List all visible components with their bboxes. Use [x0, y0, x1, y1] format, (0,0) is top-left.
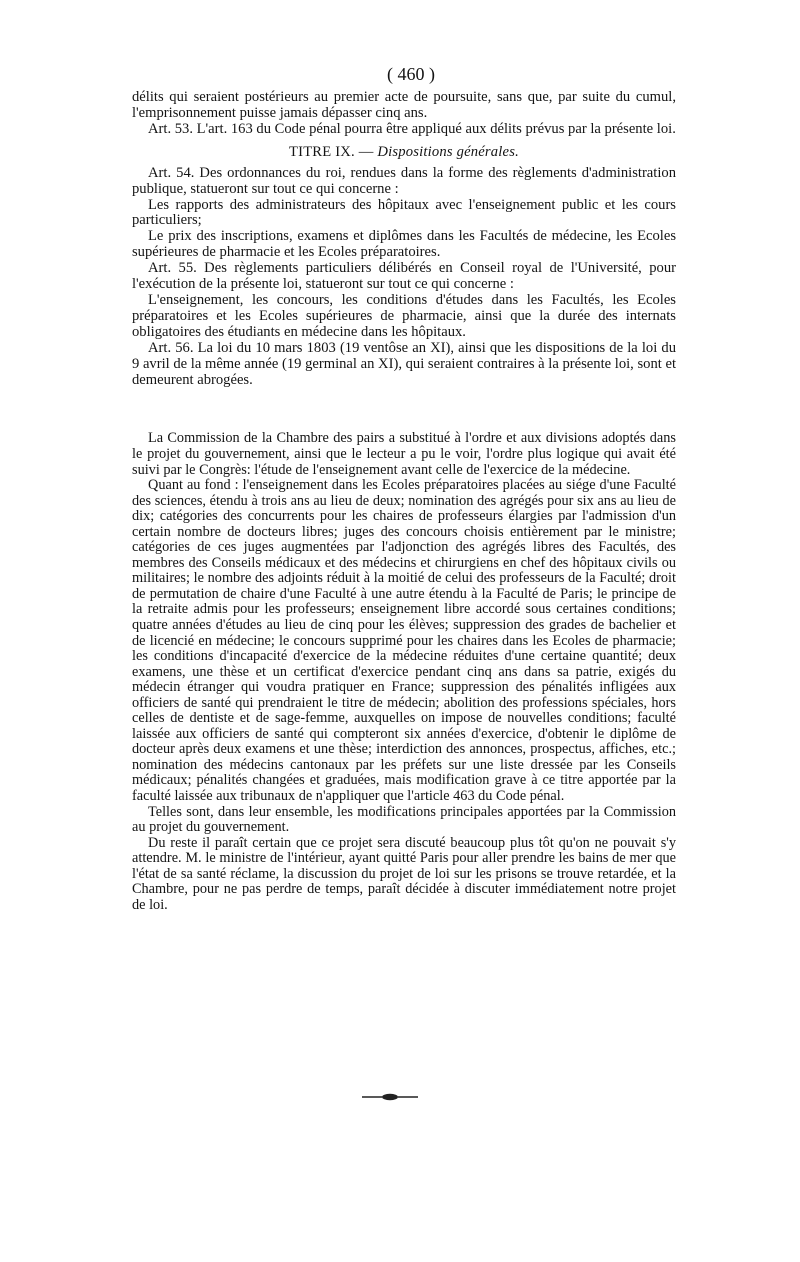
page	[132, 64, 676, 913]
commentary-block	[132, 431, 676, 913]
article-55-item-1: L'enseignement, les concours, les conditions d'études dans les Facultés, les Ecoles préparatoires et les Ecoles supérieures de pharmacie, ainsi que la durée des internats obligatoires des étudiants en médecine dans les hôpitaux.	[132, 291, 676, 340]
article-54-item-1: Les rapports des administrateurs des hôpitaux avec l'enseignement public et les cours particuliers;	[132, 196, 676, 229]
commentary-paragraph: La Commission de la Chambre des pairs a substitué à l'ordre et aux divisions adoptés dans le projet du gouvernement, ainsi que le lecteur a pu le voir, l'ordre plus logique qui avait été suivi par le Congrès: l'étude de l'enseignement avant celle de l'exercice de la médecine.	[132, 430, 676, 478]
article-56: Art. 56. La loi du 10 mars 1803 (19 ventôse an XI), ainsi que les dispositions de la loi du 9 avril de la même année (19 germinal an XI), qui seraient contraires à la présente loi, sont et demeurent abrogées.	[132, 339, 676, 388]
section-title-prefix: TITRE IX. —	[289, 143, 378, 160]
commentary-paragraph: Du reste il paraît certain que ce projet sera discuté beaucoup plus tôt qu'on ne pouvait s'y attendre. M. le ministre de l'intérieur, ayant quitté Paris pour aller prendre les bains de mer que l'état de sa santé réclame, la discussion du projet de loi sur les prisons se trouve retardée, et la Chambre, pour ne pas perdre de temps, paraît décidée à discuter immédiatement notre projet de loi.	[132, 834, 676, 913]
end-ornament-icon	[362, 1093, 418, 1101]
page-number: ( 460 )	[387, 64, 435, 84]
commentary-paragraph: Telles sont, dans leur ensemble, les modifications principales apportées par la Commission au projet du gouvernement.	[132, 803, 676, 836]
article-54-item-2: Le prix des inscriptions, examens et diplômes dans les Facultés de médecine, les Ecoles supérieures de pharmacie et les Ecoles préparatoires.	[132, 228, 676, 261]
law-paragraph-continued: délits qui seraient postérieurs au premier acte de poursuite, sans que, par suite du cumul, l'emprisonnement puisse jamais dépasser cinq ans.	[132, 89, 676, 121]
article-55: Art. 55. Des règlements particuliers délibérés en Conseil royal de l'Université, pour l'exécution de la présente loi, statueront sur tout ce qui concerne :	[132, 260, 676, 293]
article-53: Art. 53. L'art. 163 du Code pénal pourra être appliqué aux délits prévus par la présente loi.	[148, 120, 676, 137]
article-54: Art. 54. Des ordonnances du roi, rendues dans la forme des règlements d'administration publique, statueront sur tout ce qui concerne :	[132, 164, 676, 197]
commentary-paragraph: Quant au fond : l'enseignement dans les Ecoles préparatoires placées au siége d'une Faculté des sciences, étendu à trois ans au lieu de deux; nomination des agrégés pour six ans au lieu de dix; catégories des concurrents pour les chaires de professeurs élargies par l'admission d'un certain nombre de docteurs libres; juges des concours choisis entièrement par le ministre; catégories de ces juges augmentées par l'adjonction des agrégés libres des Facultés, des membres des Conseils médicaux et des médecins et chirurgiens en chef des hôpitaux civils ou militaires; le nombre des adjoints réduit à la moitié de celui des professeurs de la Faculté; droit de permutation de chaire d'une Faculté à une autre étendu à la Faculté de Paris; le principe de la retraite admis pour les professeurs; enseignement libre accordé sous certaines conditions; quatre années d'études au lieu de cinq pour les élèves; suppression des grades de bachelier et de licencié en médecine; le concours supprimé pour les chaires dans les Ecoles de pharmacie; les conditions d'incapacité d'exercice de la médecine réduites d'une certaine quantité; deux examens, une thèse et un certificat d'exercice pendant cinq ans dans sa patrie, exigés du médecin étranger qui voudra pratiquer en France; suppression des pénalités infligées aux officiers de santé qui prendraient le titre de médecin; abolition des professions spéciales, hors celles de dentiste et de sage-femme, auxquelles on impose de nouvelles conditions; faculté laissée aux officiers de santé qui compteront six années d'exercice, d'obtenir le diplôme de docteur après deux examens et une thèse; interdiction des annonces, prospectus, affiches, etc.; nomination des médecins cantonaux par les préfets sur une liste dressée par les Conseils médicaux; pénalités changées et graduées, mais modification grave à ce titre apportée par la faculté laissée aux tribunaux de n'appliquer que l'article 463 du Code pénal.	[132, 477, 676, 804]
section-title	[132, 144, 676, 160]
section-title-italic: Dispositions générales.	[377, 143, 519, 160]
